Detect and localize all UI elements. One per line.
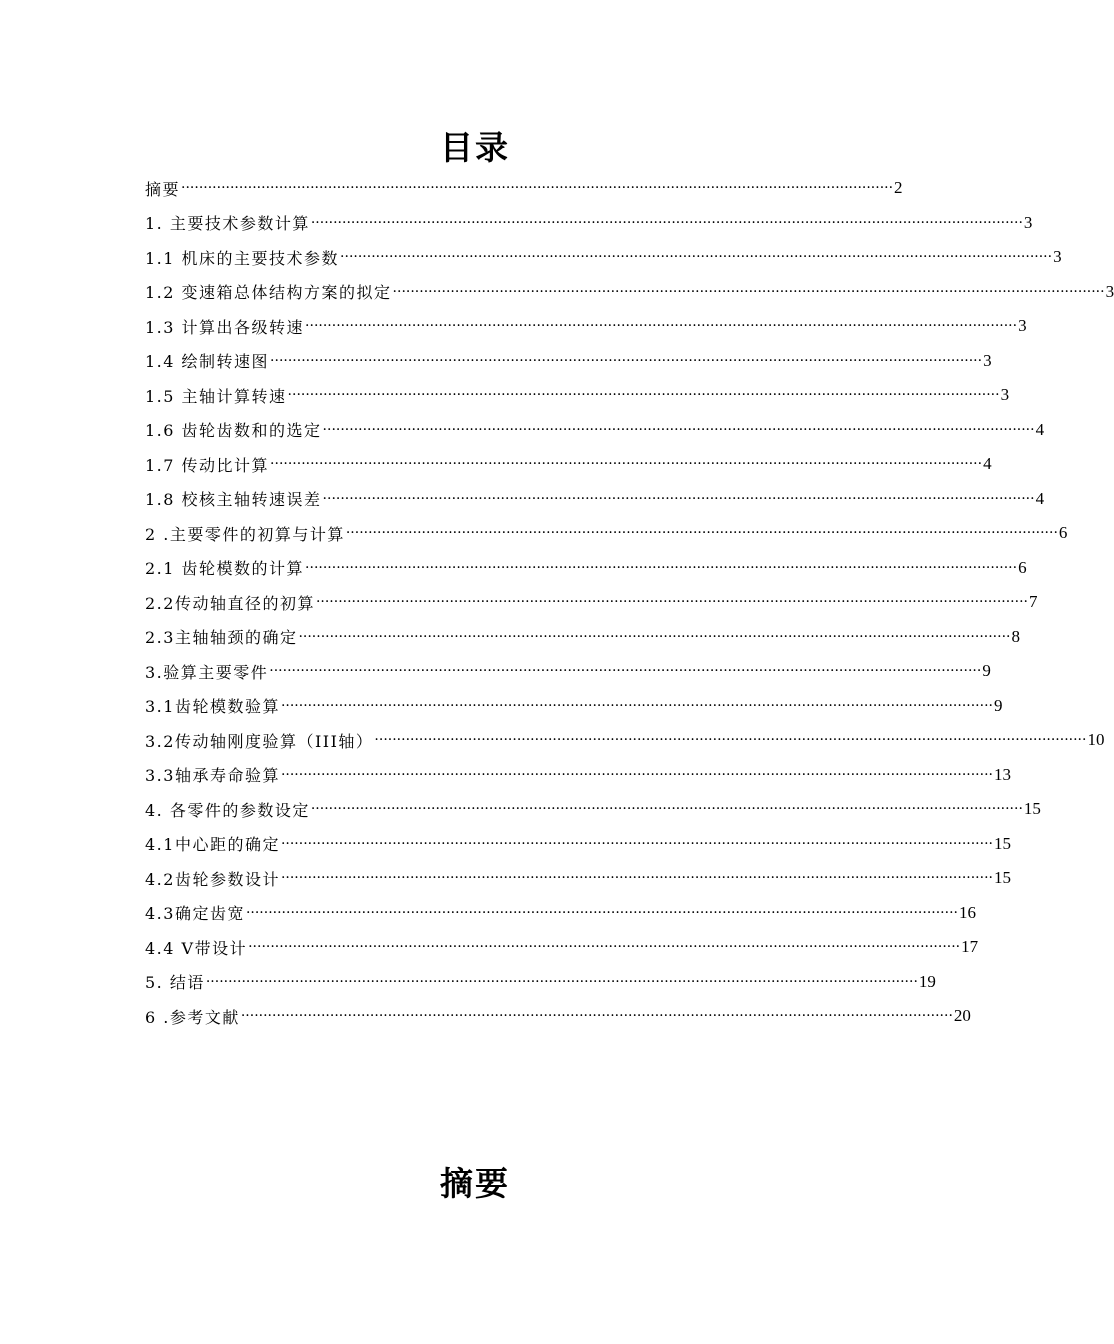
toc-entry[interactable] (145, 999, 971, 1034)
toc-entry[interactable] (145, 171, 903, 206)
toc-leader-dots: ································································································································································ (322, 490, 1035, 507)
toc-entry-page: 3 (1000, 385, 1010, 405)
toc-entry-page: 3 (1018, 316, 1027, 336)
toc-entry-page: 6 (1018, 557, 1027, 577)
toc-entry[interactable] (145, 758, 1011, 793)
toc-leader-dots: ································································································································································ (205, 973, 918, 990)
toc-entry-label: 1.1 机床的主要技术参数 (145, 248, 340, 268)
toc-entry[interactable] (145, 309, 1027, 344)
toc-entry[interactable] (145, 447, 992, 482)
toc-entry[interactable] (145, 689, 1003, 724)
toc-entry-page: 3 (1053, 247, 1062, 267)
toc-entry-page: 15 (1023, 799, 1041, 819)
toc-entry[interactable] (145, 482, 1045, 517)
toc-entry-page: 3 (1023, 212, 1033, 232)
toc-entry-page: 4 (1035, 419, 1045, 439)
toc-entry-page: 20 (953, 1006, 971, 1026)
toc-leader-dots: ································································································································································ (270, 352, 983, 369)
toc-entry-label: 5. 结语 (145, 973, 205, 993)
toc-entry[interactable] (145, 206, 1033, 241)
toc-entry[interactable] (145, 861, 1011, 896)
toc-entry-label: 4.2齿轮参数设计 (145, 869, 280, 889)
toc-leader-dots: ································································································································································ (315, 594, 1028, 611)
toc-entry[interactable] (145, 930, 979, 965)
toc-leader-dots: ································································································································································ (248, 939, 961, 956)
toc-entry-page: 15 (993, 833, 1011, 853)
toc-entry-label: 4.3确定齿宽 (145, 904, 245, 924)
toc-entry[interactable] (145, 620, 1020, 655)
toc-leader-dots: ································································································································································ (322, 421, 1035, 438)
toc-list (145, 171, 1114, 1034)
toc-entry-page: 6 (1058, 523, 1068, 543)
toc-entry[interactable] (145, 585, 1038, 620)
toc-entry-label: 2 .主要零件的初算与计算 (145, 524, 345, 544)
toc-leader-dots: ································································································································································ (287, 387, 1000, 404)
toc-entry-label: 1.6 齿轮齿数和的选定 (145, 421, 322, 441)
toc-entry-label: 3.3轴承寿命验算 (145, 766, 280, 786)
toc-entry-page: 13 (993, 764, 1011, 784)
toc-entry-page: 2 (894, 178, 903, 198)
toc-leader-dots: ································································································································································ (280, 870, 993, 887)
toc-entry[interactable] (145, 275, 1114, 310)
toc-entry-label: 4. 各零件的参数设定 (145, 800, 310, 820)
toc-entry-page: 9 (982, 661, 991, 681)
toc-entry-label: 摘要 (145, 179, 181, 199)
toc-entry-page: 3 (1105, 281, 1114, 301)
toc-leader-dots: ································································································································································ (305, 559, 1018, 576)
toc-leader-dots: ································································································································································ (280, 835, 993, 852)
toc-entry-page: 7 (1028, 592, 1038, 612)
toc-leader-dots: ································································································································································ (392, 283, 1105, 300)
toc-leader-dots: ································································································································································ (280, 766, 993, 783)
toc-leader-dots: ································································································································································ (345, 525, 1058, 542)
toc-leader-dots: ································································································································································ (280, 697, 993, 714)
toc-entry[interactable] (145, 827, 1011, 862)
toc-entry-label: 1.4 绘制转速图 (145, 352, 270, 372)
toc-entry-page: 4 (983, 454, 992, 474)
toc-entry-page: 19 (918, 971, 936, 991)
toc-entry-label: 1.5 主轴计算转速 (145, 386, 287, 406)
toc-leader-dots: ································································································································································ (270, 456, 983, 473)
toc-entry[interactable] (145, 378, 1010, 413)
toc-entry-label: 1. 主要技术参数计算 (145, 214, 310, 234)
toc-entry-page: 9 (993, 695, 1003, 715)
toc-entry-label: 2.2传动轴直径的初算 (145, 593, 315, 613)
toc-entry[interactable] (145, 516, 1068, 551)
toc-leader-dots: ································································································································································ (305, 318, 1018, 335)
toc-entry[interactable] (145, 240, 1062, 275)
toc-entry-label: 3.1齿轮模数验算 (145, 697, 280, 717)
toc-entry[interactable] (145, 551, 1027, 586)
toc-entry-page: 3 (983, 350, 992, 370)
toc-leader-dots: ································································································································································ (240, 1008, 953, 1025)
toc-entry[interactable] (145, 413, 1045, 448)
toc-entry-label: 4.4 V带设计 (145, 938, 248, 958)
toc-leader-dots: ································································································································································ (310, 801, 1023, 818)
toc-entry[interactable] (145, 654, 991, 689)
toc-entry[interactable] (145, 723, 1105, 758)
toc-entry[interactable] (145, 344, 992, 379)
toc-entry[interactable] (145, 792, 1041, 827)
toc-entry-page: 15 (993, 868, 1011, 888)
toc-entry[interactable] (145, 965, 936, 1000)
toc-entry-page: 10 (1087, 730, 1105, 750)
toc-leader-dots: ································································································································································ (310, 214, 1023, 231)
toc-entry-label: 2.3主轴轴颈的确定 (145, 628, 298, 648)
toc-entry-page: 16 (958, 902, 976, 922)
toc-entry-label: 2.1 齿轮模数的计算 (145, 559, 305, 579)
toc-entry-label: 4.1中心距的确定 (145, 835, 280, 855)
toc-entry-label: 1.8 校核主轴转速误差 (145, 490, 322, 510)
toc-entry-label: 3.验算主要零件 (145, 662, 269, 682)
toc-entry[interactable] (145, 896, 976, 931)
toc-entry-page: 8 (1011, 626, 1020, 646)
toc-entry-label: 6 .参考文献 (145, 1007, 240, 1027)
toc-entry-page: 4 (1035, 488, 1045, 508)
toc-leader-dots: ································································································································································ (298, 628, 1011, 645)
toc-entry-page: 17 (961, 937, 979, 957)
toc-title: 目录 (440, 128, 510, 167)
toc-leader-dots: ································································································································································ (374, 732, 1087, 749)
toc-leader-dots: ································································································································································ (245, 904, 958, 921)
toc-entry-label: 1.7 传动比计算 (145, 455, 270, 475)
toc-entry-label: 1.2 变速箱总体结构方案的拟定 (145, 283, 392, 303)
toc-entry-label: 3.2传动轴刚度验算（III轴） (145, 731, 374, 751)
toc-leader-dots: ································································································································································ (269, 663, 982, 680)
toc-entry-label: 1.3 计算出各级转速 (145, 317, 305, 337)
abstract-title: 摘要 (440, 1164, 510, 1203)
toc-leader-dots: ································································································································································ (181, 180, 894, 197)
toc-leader-dots: ································································································································································ (340, 249, 1053, 266)
